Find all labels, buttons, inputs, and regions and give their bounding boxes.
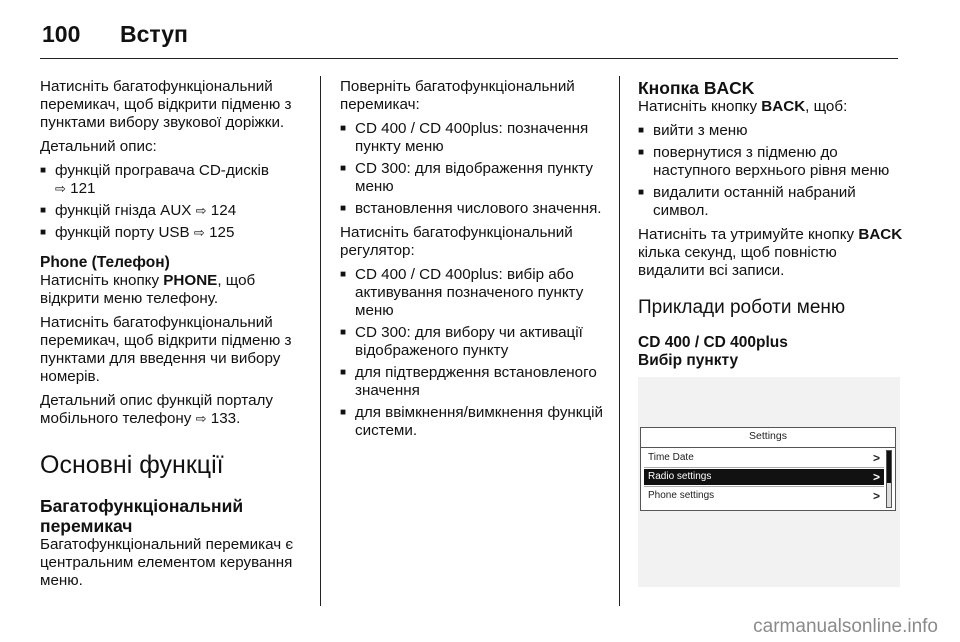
column-divider-1	[320, 76, 321, 606]
bullet-list	[340, 120, 610, 218]
menu-item-phone-settings[interactable]: Phone settings >	[648, 489, 880, 503]
page-reference[interactable]: ⇨ 124	[195, 202, 237, 219]
list-item: ■ CD 300: для відображення пункту меню	[340, 160, 610, 196]
chapter-title: Вступ	[120, 20, 188, 47]
list-item: ■ функцій програвача CD-дисків ⇨ 121	[40, 162, 310, 198]
paragraph: Детальний опис:	[40, 138, 157, 155]
list-item: ■ CD 400 / CD 400plus: вибір або активування позначеного пункту меню	[340, 266, 610, 320]
column-divider-2	[619, 76, 620, 606]
section-heading-back: Кнопка BACK	[638, 78, 755, 98]
paragraph: Поверніть багатофункціональний перемикач:	[340, 78, 575, 113]
settings-menu	[640, 427, 896, 511]
watermark: carmanualsonline.info	[753, 616, 938, 637]
bullet-list	[340, 266, 610, 440]
settings-screen-illustration	[638, 377, 900, 587]
chevron-right-icon: >	[872, 470, 880, 484]
page-reference[interactable]: ⇨ 121	[55, 180, 96, 197]
section-title-main-functions: Основні функції	[40, 451, 224, 479]
page-header	[42, 14, 188, 54]
header-rule	[40, 58, 898, 59]
menu-item-time-date[interactable]: Time Date >	[648, 451, 880, 465]
subsection-heading-select-item: Вибір пункту	[638, 352, 739, 369]
subsection-heading-knob: Багатофункціональний перемикач	[40, 496, 244, 536]
reference-arrow-icon: ⇨	[193, 225, 205, 240]
menu-divider	[644, 467, 884, 468]
page-reference[interactable]: ⇨ 133.	[195, 410, 241, 427]
chevron-right-icon: >	[872, 489, 880, 503]
paragraph: Натисніть кнопку BACK, щоб:	[638, 98, 848, 115]
column-3	[638, 78, 906, 370]
list-item: ■ повернутися з підменю до наступного верхнього рівня меню	[638, 144, 906, 180]
bullet-list	[40, 162, 310, 242]
chevron-right-icon: >	[872, 451, 880, 465]
paragraph: Натисніть багатофункціональний перемикач, щоб відкрити підменю з пунктами вибору звукової доріжки.	[40, 78, 292, 131]
section-title-menu-examples: Приклади роботи меню	[638, 297, 846, 318]
list-item: ■ CD 300: для вибору чи активації відображеного пункту	[340, 324, 610, 360]
list-item: ■ для ввімкнення/вимкнення функцій системи.	[340, 404, 610, 440]
subsection-heading-model: CD 400 / CD 400plus	[638, 334, 788, 351]
scrollbar-thumb[interactable]	[887, 451, 891, 483]
list-item: ■ видалити останній набраний символ.	[638, 184, 906, 220]
paragraph: Натисніть кнопку PHONE, щоб відкрити меню телефону.	[40, 272, 256, 307]
menu-divider	[644, 486, 884, 487]
page-number: 100	[42, 20, 81, 47]
paragraph: Детальний опис функцій порталу мобільного телефону ⇨ 133.	[40, 392, 273, 427]
list-item: ■ для підтвердження встановленого значення	[340, 364, 610, 400]
paragraph: Натисніть багатофункціональний регулятор:	[340, 224, 573, 259]
list-item: ■ CD 400 / CD 400plus: позначення пункту меню	[340, 120, 610, 156]
menu-item-radio-settings[interactable]: Radio settings >	[644, 469, 884, 485]
list-item: ■ встановлення числового значення.	[340, 200, 610, 218]
paragraph: Натисніть багатофункціональний перемикач, щоб відкрити підменю з пунктами для введення чи вибору номерів.	[40, 314, 292, 385]
paragraph: Натисніть та утримуйте кнопку BACK кілька секунд, щоб повністю видалити всі записи.	[638, 226, 903, 279]
reference-arrow-icon: ⇨	[195, 203, 207, 218]
paragraph: Багатофункціональний перемикач є центральним елементом керування меню.	[40, 536, 294, 589]
settings-title: Settings	[749, 430, 787, 442]
column-1	[40, 78, 310, 596]
list-item: ■ функцій гнізда AUX ⇨ 124	[40, 202, 310, 220]
section-heading-phone: Phone (Телефон)	[40, 254, 170, 271]
bullet-list	[638, 122, 906, 220]
reference-arrow-icon: ⇨	[195, 411, 207, 426]
list-item: ■ вийти з меню	[638, 122, 906, 140]
page-reference[interactable]: ⇨ 125	[193, 224, 235, 241]
title-divider	[641, 447, 895, 448]
column-2	[340, 78, 610, 446]
reference-arrow-icon: ⇨	[55, 181, 66, 196]
scrollbar[interactable]	[886, 450, 892, 508]
list-item: ■ функцій порту USB ⇨ 125	[40, 224, 310, 242]
